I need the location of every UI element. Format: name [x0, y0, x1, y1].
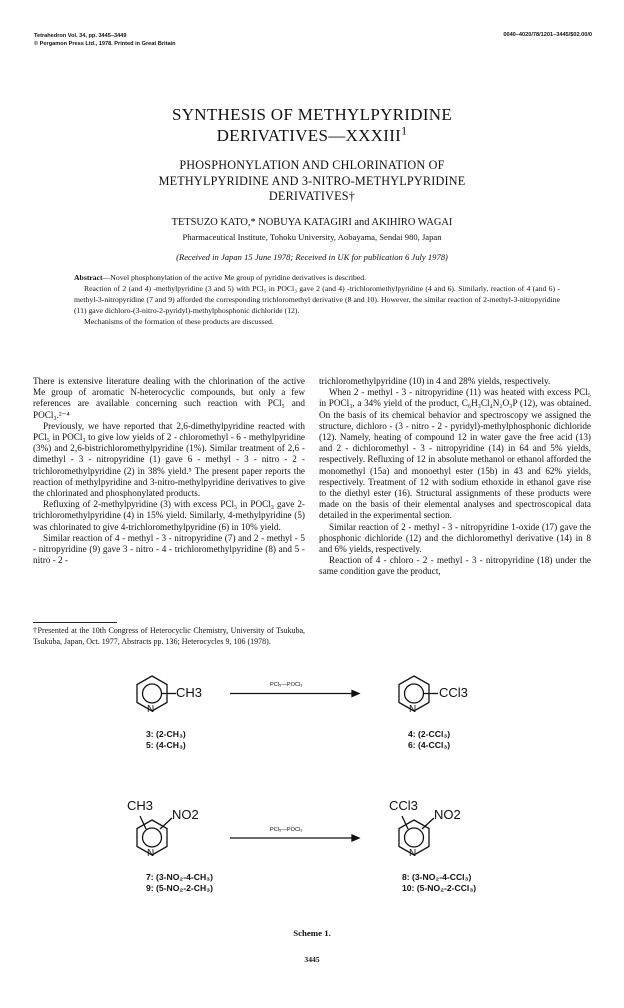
substituent-ccl3: CCl3 [439, 685, 468, 700]
footnote: †Presented at the 10th Congress of Heterocyclic Chemistry, University of Tsukuba, Tsukuba, Japan, Oct. 1977, Abstracts pp. 136; Heterocycles 9, 106 (1978). [33, 626, 305, 646]
ring-nitrogen: N [147, 704, 155, 715]
title-line-1: SYNTHESIS OF METHYLPYRIDINE [171, 105, 453, 124]
scheme-label: Scheme 1. [293, 928, 331, 938]
substituent-no2: NO2 [434, 807, 461, 822]
compound-caption-row1-right [408, 729, 450, 751]
caption-10: 10: (5-NO₂-2-CCl₃) [402, 883, 477, 893]
author-list: TETSUZO KATO,* NOBUYA KATAGIRI and AKIHIRO WAGAI [171, 217, 453, 228]
body-paragraph: There is extensive literature dealing with the chlorination of the active Me group of aromatic N-heterocyclic compounds, but only a few references are available concerning such reaction with PCl₅ and POCl₃.²⁻⁴ [33, 376, 305, 420]
caption-6: 6: (4-CCl₃) [408, 740, 451, 750]
journal-line: Tetrahedron Vol. 34, pp. 3445–3449 [34, 33, 127, 39]
reagent-label: PCl₅—POCl₃ [270, 682, 303, 688]
caption-4: 4: (2-CCl₃) [408, 729, 451, 739]
subtitle-line-1: PHOSPHONYLATION AND CHLORINATION OF [179, 158, 445, 172]
article-code: 0040–4020/78/1201–3445/$02.00/0 [503, 32, 592, 38]
reagent-label: PCl₅—POCl₃ [270, 827, 303, 833]
compound-caption-row2-left [146, 872, 213, 894]
pyridine-ring-7 [137, 816, 172, 855]
pyridine-ring-3 [137, 676, 176, 711]
compound-caption-row1-left [146, 729, 186, 751]
scheme-1 [0, 656, 624, 926]
reaction-arrow-1 [230, 691, 359, 697]
subtitle-line-2: METHYLPYRIDINE AND 3-NITRO-METHYLPYRIDINE [158, 173, 466, 188]
pyridine-ring-4 [399, 676, 438, 711]
abstract-p1-text: —Novel phosphonylation of the active Me group of pyridine derivatives is described. [102, 273, 367, 282]
subtitle-line-3: DERIVATIVES† [268, 189, 356, 203]
substituent-ch3: CH3 [127, 798, 154, 813]
affiliation: Pharmaceutical Institute, Tohoku University, Aobayama, Sendai 980, Japan [182, 232, 442, 242]
abstract [74, 272, 560, 327]
reaction-arrow-2 [230, 835, 359, 841]
body-paragraph: Similar reaction of 4 - methyl - 3 - nitropyridine (7) and 2 - methyl - 5 - nitropyridine (9) gave 3 - nitro - 4 - trichloromethylpyridine (8) and 5 - nitro - 2 - [33, 532, 305, 566]
caption-7: 7: (3-NO₂-4-CH₃) [146, 872, 213, 882]
article-title [0, 104, 624, 146]
title-line-2-text: DERIVATIVES—XXXIII [216, 126, 402, 145]
title-line-2 [0, 125, 624, 146]
body-column-left [33, 376, 305, 566]
body-paragraph: When 2 - methyl - 3 - nitropyridine (11) was heated with excess PCl₅ in POCl₃, a 34% yield of the product, C₆H₃Cl₄N₂O₃P (12), was obtained. On the basis of its chemical behavior and spectroscopy we assigned the structure, dichloro - (3 - nitro - 2 - pyridyl)-methylphosphonic dichloride (12). Namely, heating of compound 12 in water gave the free acid (13) and 2 - dichloromethyl - 3 - nitropyridine (14) in 64 and 5% yields, respectively. Refluxing of 12 in absolute methanol or ethanol afforded the monomethyl (15a) and monoethyl ester (15b) in 43 and 62% yields, respectively. Treatment of 12 with sodium ethoxide in ethanol gave rise to the diethyl ester (16). Structural assignments of these products were made on the basis of their elemental analyses and spectroscopical data detailed in the experimental section. [319, 387, 591, 521]
publisher-line: © Pergamon Press Ltd., 1978. Printed in Great Britain [34, 41, 176, 47]
caption-8: 8: (3-NO₂-4-CCl₃) [402, 872, 472, 882]
body-column-right [319, 376, 591, 578]
body-paragraph: Previously, we have reported that 2,6-dimethylpyridine reacted with PCl₅ in POCl₃ to give low yields of 2 - chloromethyl - 6 - methylpyridine (3%) and 2,6-bistrichloromethylpyridine (1%). Similar treatment of 2,6 - dimethyl - 3 - nitropyridine (1) gave 6 - methyl - 3 - nitro - 2 - trichloromethylpyridine (2) in 38% yield.⁵ The present paper reports the reaction of methylpyridine and 3-nitro-methylpyridine derivatives to give the chlorinated and phosphonylated products. [33, 420, 305, 499]
compound-caption-row2-right [402, 872, 476, 894]
caption-3: 3: (2-CH₃) [146, 729, 186, 739]
footnote-rule [33, 622, 117, 623]
journal-header [34, 32, 176, 48]
scheme-drawing [0, 656, 624, 926]
abstract-p1 [74, 272, 560, 283]
ring-nitrogen: N [409, 704, 417, 715]
body-paragraph: Similar reaction of 2 - methyl - 3 - nitropyridine 1-oxide (17) gave the phosphonic dichloride (12) and the dichloromethyl derivative (14) in 8 and 6% yields, respectively. [319, 521, 591, 555]
substituent-no2: NO2 [172, 807, 199, 822]
ring-nitrogen: N [409, 848, 417, 859]
body-paragraph: Reaction of 4 - chloro - 2 - methyl - 3 - nitropyridine (18) under the same condition gave the product, [319, 555, 591, 577]
pyridine-ring-8 [399, 816, 434, 855]
abstract-label: Abstract [74, 273, 103, 282]
body-paragraph: trichloromethylpyridine (10) in 4 and 28% yields, respectively. [319, 376, 551, 386]
article-subtitle [0, 158, 624, 205]
abstract-p2: Reaction of 2 (and 4) -methylpyridine (3 and 5) with PCl₅ in POCl₃ gave 2 (and 4) -trichloromethylpyridine (4 and 6). Similarly, reaction of 4 (and 6) -methyl-3-nitropyridine (7 and 9) afforded the corresponding trichloromethyl derivative (8 and 10). However, the similar reaction of 2-methyl-3-nitropyridine (11) gave dichloro-(3-nitro-2-pyridyl)-methylphosphonic dichloride (12). [74, 284, 560, 315]
caption-9: 9: (5-NO₂-2-CH₃) [146, 883, 213, 893]
page-number: 3445 [304, 955, 320, 964]
caption-5: 5: (4-CH₃) [146, 740, 186, 750]
title-footnote-mark: 1 [401, 123, 408, 138]
substituent-ch3: CH3 [176, 685, 203, 700]
received-dates: (Received in Japan 15 June 1978; Received in UK for publication 6 July 1978) [176, 252, 448, 262]
substituent-ccl3: CCl3 [389, 798, 418, 813]
body-paragraph: Refluxing of 2-methylpyridine (3) with excess PCl₅ in POCl₃ gave 2-trichloromethylpyridine (4) in 15% yield. Similarly, 4-methylpyridine (5) was chlorinated to give 4-trichloromethylpyridine (6) in 10% yield. [33, 499, 305, 532]
abstract-p3: Mechanisms of the formation of these products are discussed. [84, 317, 274, 326]
ring-nitrogen: N [147, 848, 155, 859]
